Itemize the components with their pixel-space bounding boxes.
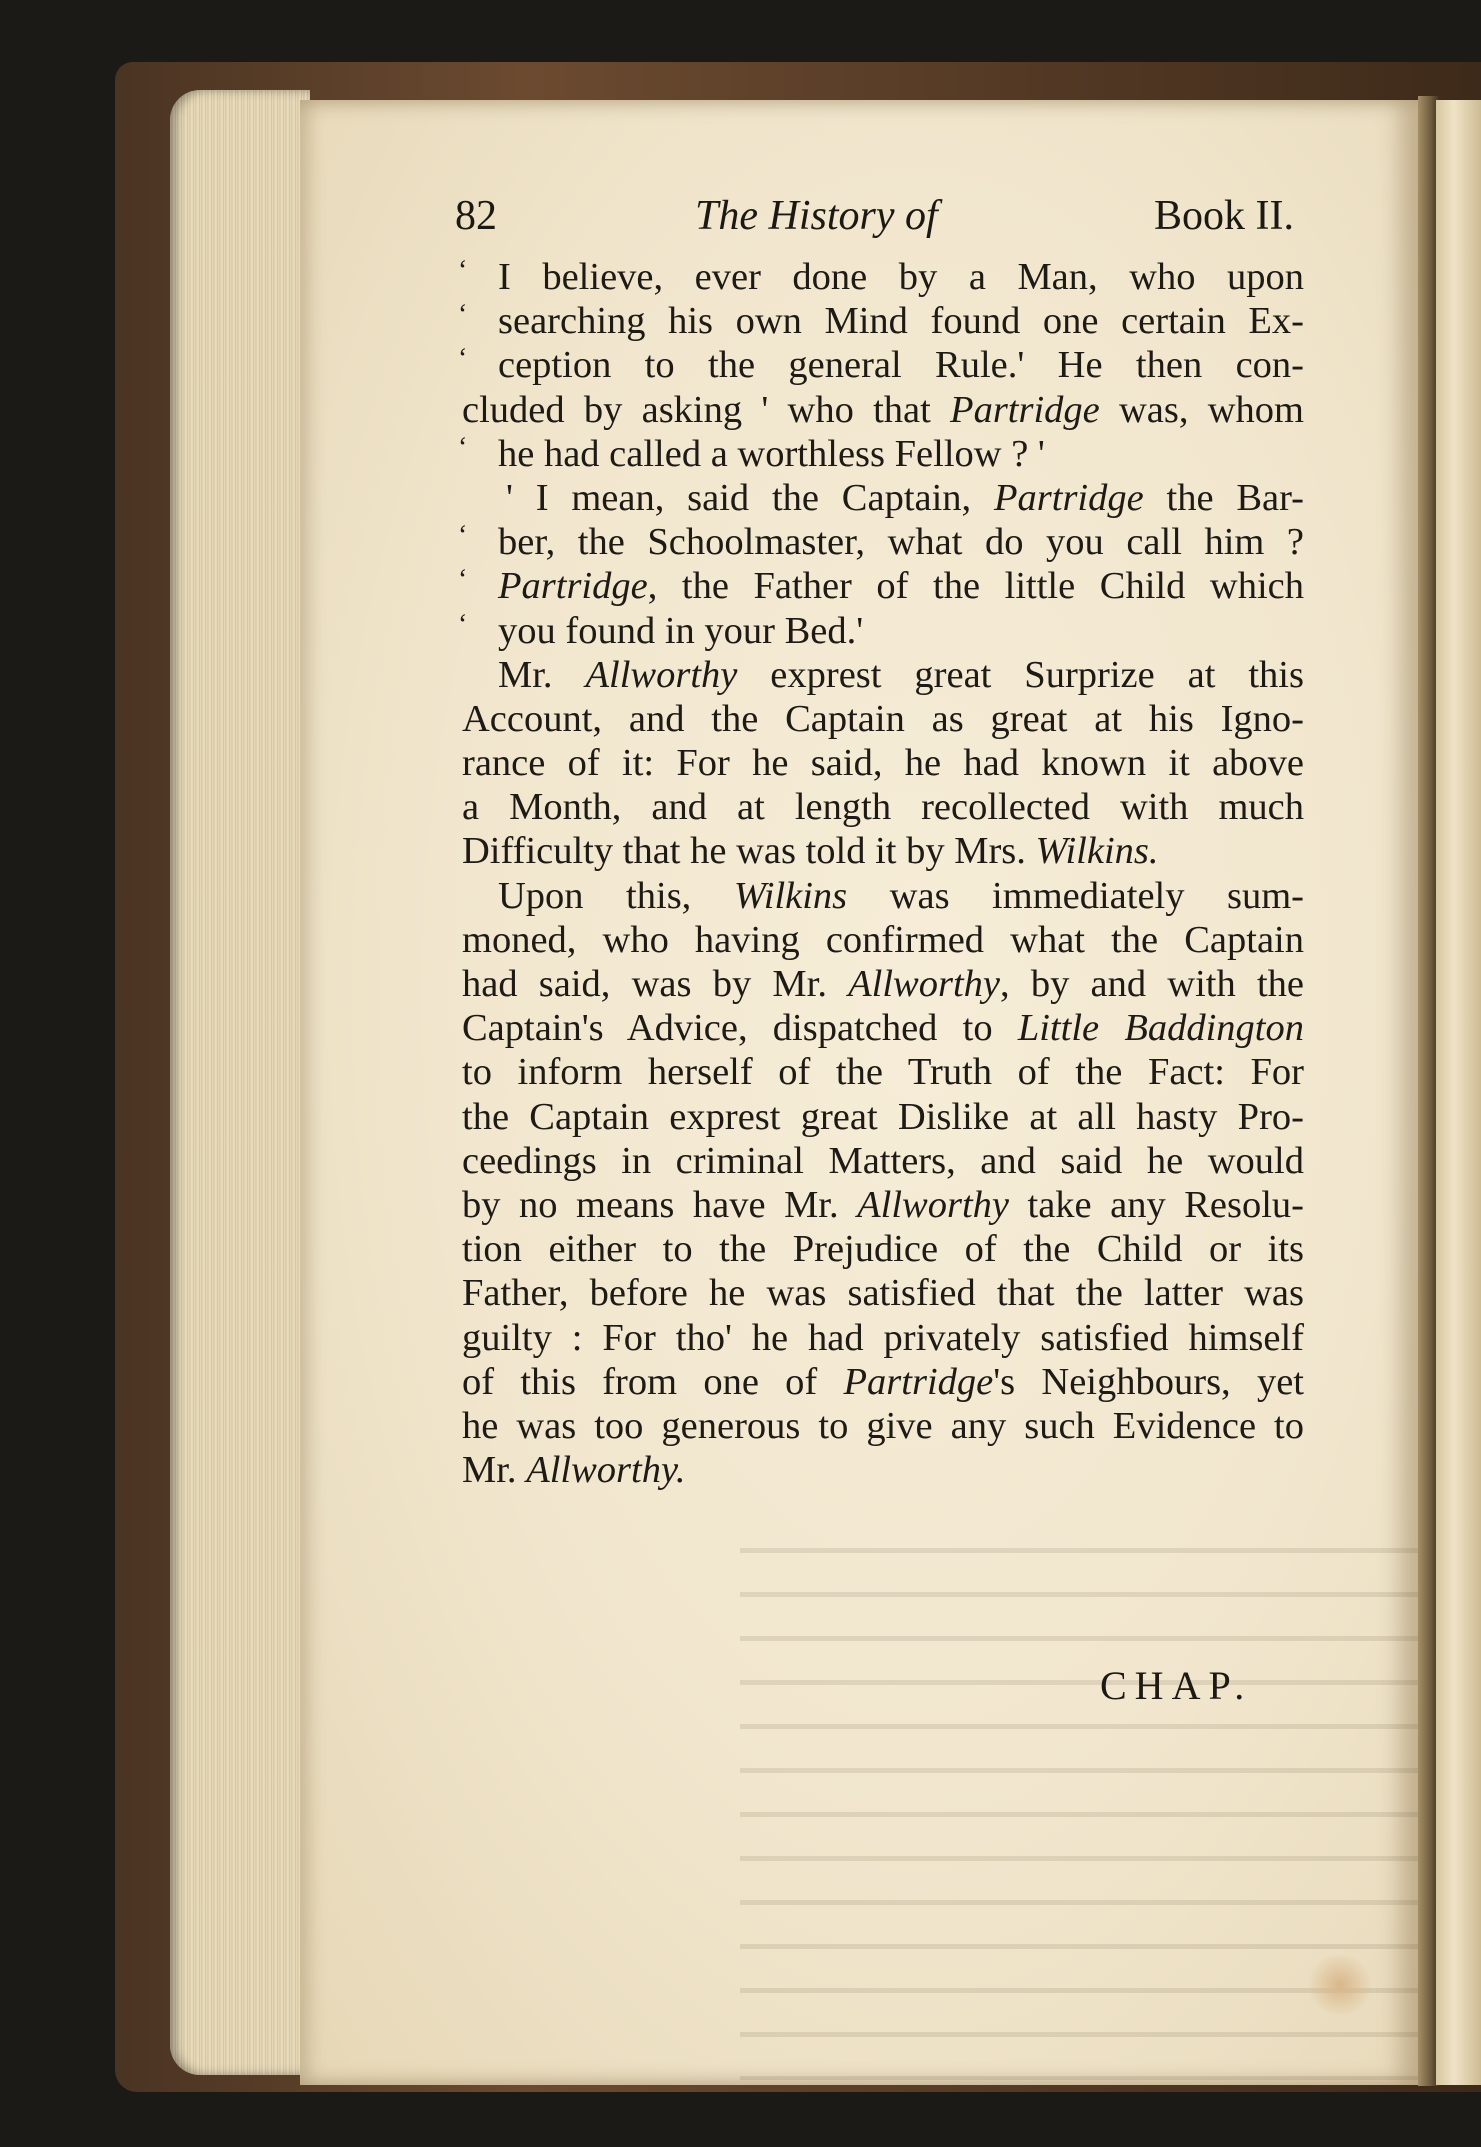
text-line: ceedings in criminal Matters, and said he would xyxy=(462,1139,1304,1182)
text-line: Account, and the Captain as great at his Igno- xyxy=(462,697,1304,740)
text-line: to inform herself of the Truth of the Fact: For xyxy=(462,1051,1304,1094)
text-line: ‘ searching his own Mind found one certain Ex- xyxy=(458,299,1304,343)
text-line: ‘ I believe, ever done by a Man, who upon xyxy=(458,255,1304,298)
running-title: The History of xyxy=(695,193,938,239)
text-line: of this from one of Partridge's Neighbours, yet xyxy=(462,1360,1304,1403)
text-line: Difficulty that he was told it by Mrs. Wilkins. xyxy=(462,830,1159,873)
body-text xyxy=(458,255,1304,1492)
text-line: had said, was by Mr. Allworthy, by and with the xyxy=(462,963,1304,1005)
page-number: 82 xyxy=(455,193,497,239)
text-line: Captain's Advice, dispatched to Little Baddington xyxy=(462,1007,1304,1050)
text-line: moned, who having confirmed what the Captain xyxy=(462,918,1304,961)
text-line: cluded by asking ' who that Partridge was, whom xyxy=(462,388,1304,431)
text-line: Upon this, Wilkins was immediately sum- xyxy=(498,874,1304,917)
running-header xyxy=(455,192,1300,246)
text-line: ' I mean, said the Captain, Partridge the Bar- xyxy=(506,476,1304,519)
catchword: CHAP. xyxy=(1100,1663,1253,1708)
text-line: ‘ you found in your Bed.' xyxy=(458,608,864,652)
text-line: by no means have Mr. Allworthy take any Resolu- xyxy=(462,1183,1304,1226)
text-line: ‘ ception to the general Rule.' He then con- xyxy=(458,343,1304,387)
page-edges xyxy=(170,90,310,2075)
text-line: rance of it: For he said, he had known it above xyxy=(462,742,1304,785)
facing-page-edge xyxy=(1436,100,1481,2085)
paper-stain xyxy=(1305,1955,1375,2015)
text-line: the Captain exprest great Dislike at all hasty Pro- xyxy=(462,1095,1304,1138)
text-line: ‘ ber, the Schoolmaster, what do you call him ? xyxy=(458,520,1304,564)
text-line: Father, before he was satisfied that the latter was xyxy=(462,1272,1304,1315)
text-line: guilty : For tho' he had privately satisfied himself xyxy=(462,1316,1304,1359)
text-line: he was too generous to give any such Evidence to xyxy=(462,1404,1304,1447)
text-line: Mr. Allworthy exprest great Surprize at this xyxy=(498,653,1304,696)
text-line: a Month, and at length recollected with much xyxy=(462,786,1304,829)
book-number: Book II. xyxy=(1154,193,1294,239)
text-line: tion either to the Prejudice of the Child or its xyxy=(462,1228,1304,1271)
text-line: ‘ Partridge, the Father of the little Child which xyxy=(458,564,1304,608)
text-line: Mr. Allworthy. xyxy=(462,1449,686,1492)
text-line: ‘ he had called a worthless Fellow ? ' xyxy=(458,431,1045,475)
